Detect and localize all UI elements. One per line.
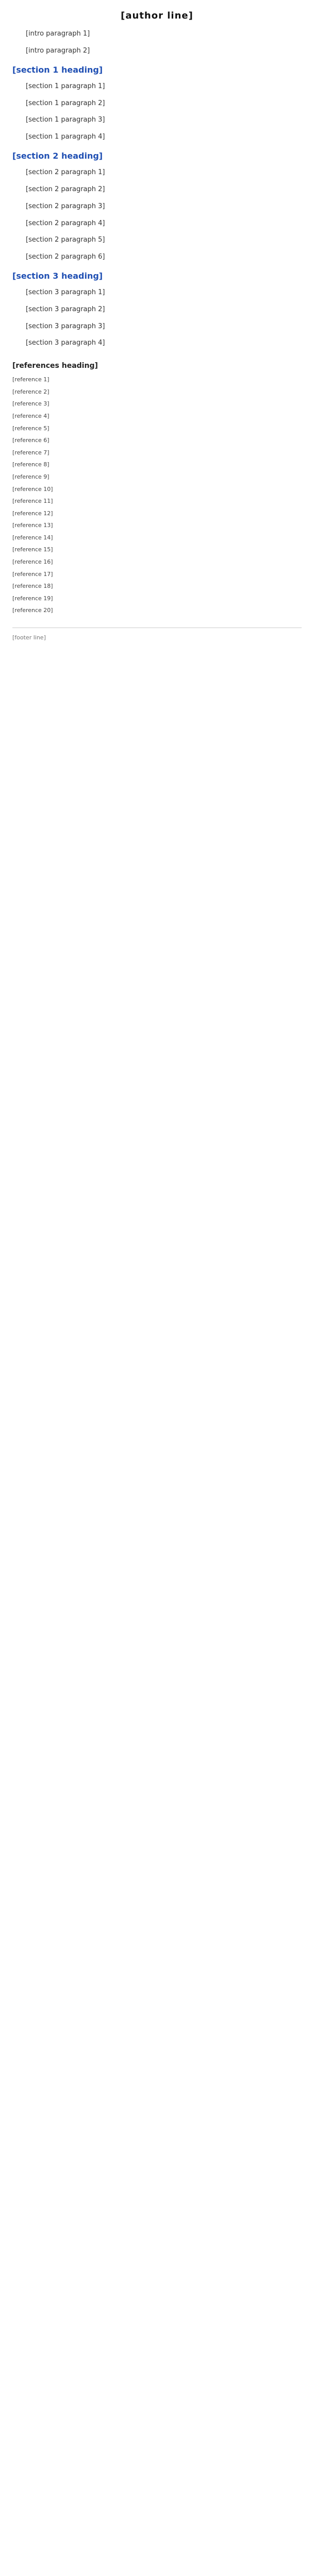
body-paragraph: [section 3 paragraph 4] [26,339,105,347]
reference-item: [reference 13] [12,522,53,529]
section-2 [12,150,302,263]
reference-item: [reference 8] [12,461,49,468]
reference-item: [reference 15] [12,546,53,553]
reference-item: [reference 3] [12,400,49,408]
reference-item: [reference 4] [12,412,49,419]
page-footer [12,633,302,642]
footer-line: [footer line] [12,634,46,641]
body-paragraph: [section 3 paragraph 1] [26,289,105,297]
section-title: [section 1 heading] [12,64,103,75]
references-title: [references heading] [12,362,98,370]
intro-section [12,28,302,57]
reference-item: [reference 20] [12,607,53,614]
references-section [12,362,302,615]
reference-list [12,375,302,615]
body-paragraph: [section 2 paragraph 4] [26,219,105,227]
reference-item: [reference 10] [12,485,53,493]
section-title: [section 2 heading] [12,150,103,161]
reference-item: [reference 19] [12,595,53,602]
body-paragraph: [section 1 paragraph 1] [26,82,105,90]
reference-item: [reference 17] [12,570,53,578]
reference-item: [reference 18] [12,583,53,590]
reference-item: [reference 14] [12,534,53,541]
body-paragraph: [section 1 paragraph 4] [26,133,105,141]
reference-item: [reference 5] [12,425,49,432]
reference-item: [reference 6] [12,437,49,444]
section-1 [12,64,302,143]
reference-item: [reference 7] [12,449,49,456]
body-paragraph: [section 3 paragraph 2] [26,305,105,313]
reference-item: [reference 12] [12,510,53,517]
body-paragraph: [section 2 paragraph 2] [26,185,105,194]
body-paragraph: [section 2 paragraph 5] [26,236,105,244]
reference-item: [reference 9] [12,473,49,480]
body-paragraph: [section 3 paragraph 3] [26,322,105,330]
reference-item: [reference 16] [12,558,53,566]
intro-paragraph: [intro paragraph 1] [26,30,90,38]
intro-paragraph: [intro paragraph 2] [26,46,90,55]
author-line: [author line] [121,10,193,21]
body-paragraph: [section 2 paragraph 3] [26,202,105,210]
reference-item: [reference 11] [12,498,53,505]
reference-item: [reference 2] [12,388,49,395]
body-paragraph: [section 1 paragraph 2] [26,99,105,107]
body-paragraph: [section 2 paragraph 1] [26,168,105,177]
reference-item: [reference 1] [12,376,49,383]
section-title: [section 3 heading] [12,270,103,281]
body-paragraph: [section 1 paragraph 3] [26,116,105,124]
body-paragraph: [section 2 paragraph 6] [26,253,105,261]
section-3 [12,270,302,349]
